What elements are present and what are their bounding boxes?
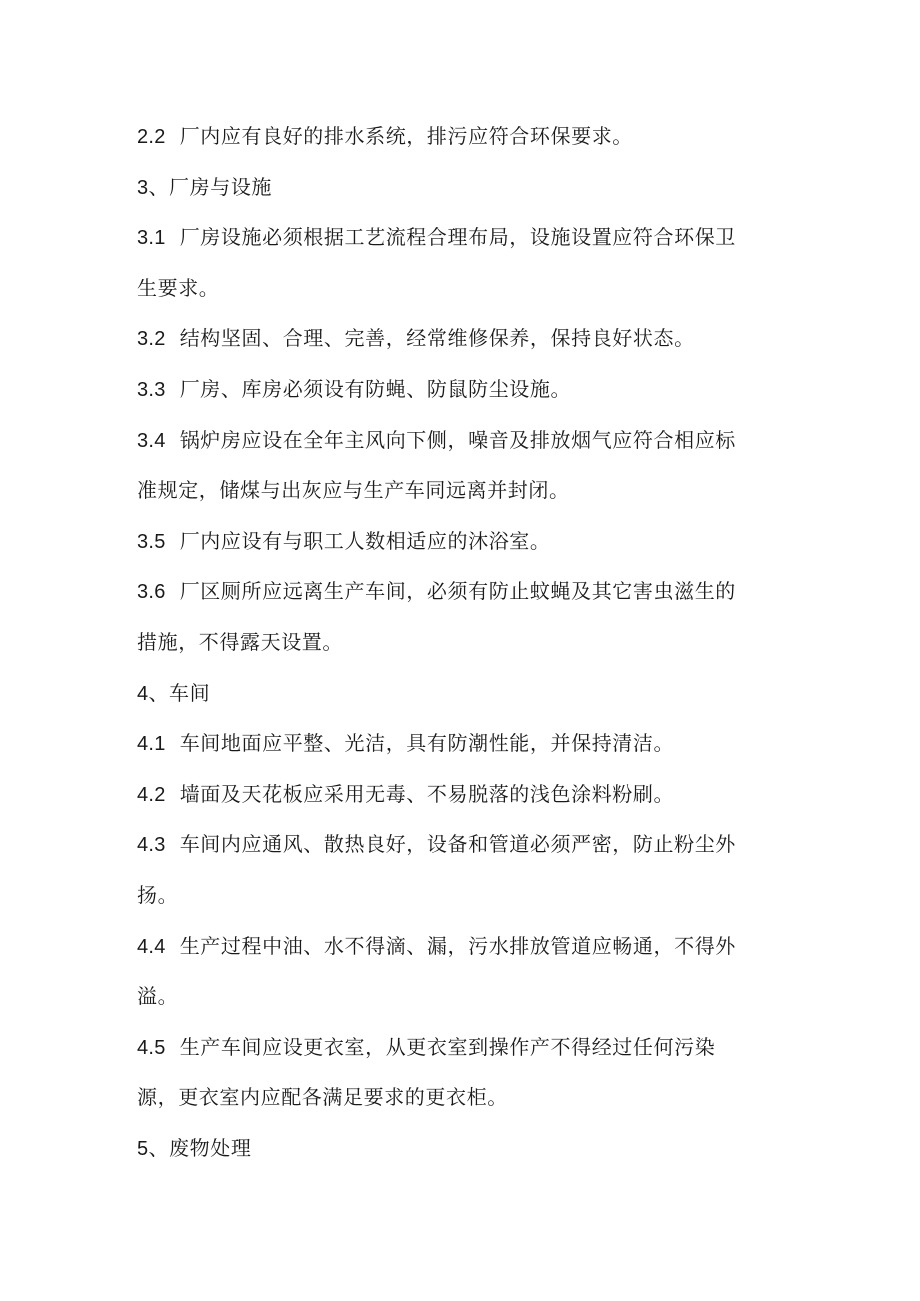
section-number: 3.4	[137, 429, 166, 452]
line-text: 源，更衣室内应配各满足要求的更衣柜。	[137, 1085, 508, 1110]
line-text: 准规定，储煤与出灰应与生产车同远离并封闭。	[137, 478, 570, 503]
line-text: 车间内应通风、散热良好，设备和管道必须严密，防止粉尘外	[179, 832, 736, 857]
section-number: 5	[137, 1137, 149, 1160]
text-line-3-6a	[137, 567, 787, 618]
text-line-4-5a	[137, 1023, 787, 1074]
line-text: 厂房设施必须根据工艺流程合理布局，设施设置应符合环保卫	[179, 225, 736, 250]
section-number: 3.6	[137, 581, 166, 604]
text-line-4-4b	[137, 972, 787, 1023]
line-text: 扬。	[137, 882, 179, 907]
line-text: 厂区厕所应远离生产车间，必须有防止蚊蝇及其它害虫滋生的	[179, 579, 736, 604]
text-line-4-2	[137, 770, 787, 821]
section-number: 2.2	[137, 126, 166, 148]
line-text: 结构坚固、合理、完善，经常维修保养，保持良好状态。	[179, 326, 695, 351]
line-text: 、车间	[148, 680, 211, 705]
line-text: 溢。	[137, 984, 179, 1009]
section-number: 3.1	[137, 227, 166, 250]
text-line-5	[137, 1124, 787, 1175]
section-number: 3.2	[137, 328, 166, 351]
line-text: 墙面及天花板应采用无毒、不易脱落的浅色涂料粉刷。	[179, 781, 675, 806]
text-line-3-4a	[137, 416, 787, 467]
text-line-4-1	[137, 719, 787, 770]
line-text: 厂内应设有与职工人数相适应的沐浴室。	[179, 528, 551, 553]
text-line-3-5	[137, 517, 787, 568]
text-line-3-2	[137, 314, 787, 365]
text-line-2-2	[137, 112, 787, 163]
line-text: 厂内应有良好的排水系统，排污应符合环保要求。	[179, 124, 633, 148]
text-line-4-3b	[137, 871, 787, 922]
text-line-3-4b	[137, 466, 787, 517]
text-line-3	[137, 163, 787, 214]
document-body	[137, 112, 787, 1174]
section-number: 4.5	[137, 1036, 166, 1059]
section-number: 4.4	[137, 935, 166, 958]
line-text: 、厂房与设施	[148, 174, 273, 199]
text-line-4-4a	[137, 922, 787, 973]
section-number: 4.3	[137, 834, 166, 857]
text-line-3-1b	[137, 264, 787, 315]
line-text: 生产车间应设更衣室，从更衣室到操作产不得经过任何污染	[179, 1034, 716, 1059]
section-number: 3	[137, 176, 149, 199]
text-line-4-5b	[137, 1073, 787, 1124]
text-line-4-3a	[137, 820, 787, 871]
line-text: 措施，不得露天设置。	[137, 629, 343, 654]
section-number: 4.2	[137, 783, 166, 806]
line-text: 车间地面应平整、光洁，具有防潮性能，并保持清洁。	[179, 731, 675, 756]
text-line-3-6b	[137, 618, 787, 669]
text-line-4	[137, 669, 787, 720]
section-number: 4	[137, 682, 149, 705]
line-text: 锅炉房应设在全年主风向下侧，噪音及排放烟气应符合相应标	[179, 427, 736, 452]
section-number: 3.3	[137, 378, 166, 401]
line-text: 生要求。	[137, 275, 220, 300]
section-number: 4.1	[137, 733, 166, 756]
line-text: 、废物处理	[148, 1135, 252, 1160]
section-number: 3.5	[137, 530, 166, 553]
text-line-3-1a	[137, 213, 787, 264]
line-text: 生产过程中油、水不得滴、漏，污水排放管道应畅通，不得外	[179, 933, 736, 958]
line-text: 厂房、库房必须设有防蝇、防鼠防尘设施。	[179, 376, 572, 401]
text-line-3-3	[137, 365, 787, 416]
